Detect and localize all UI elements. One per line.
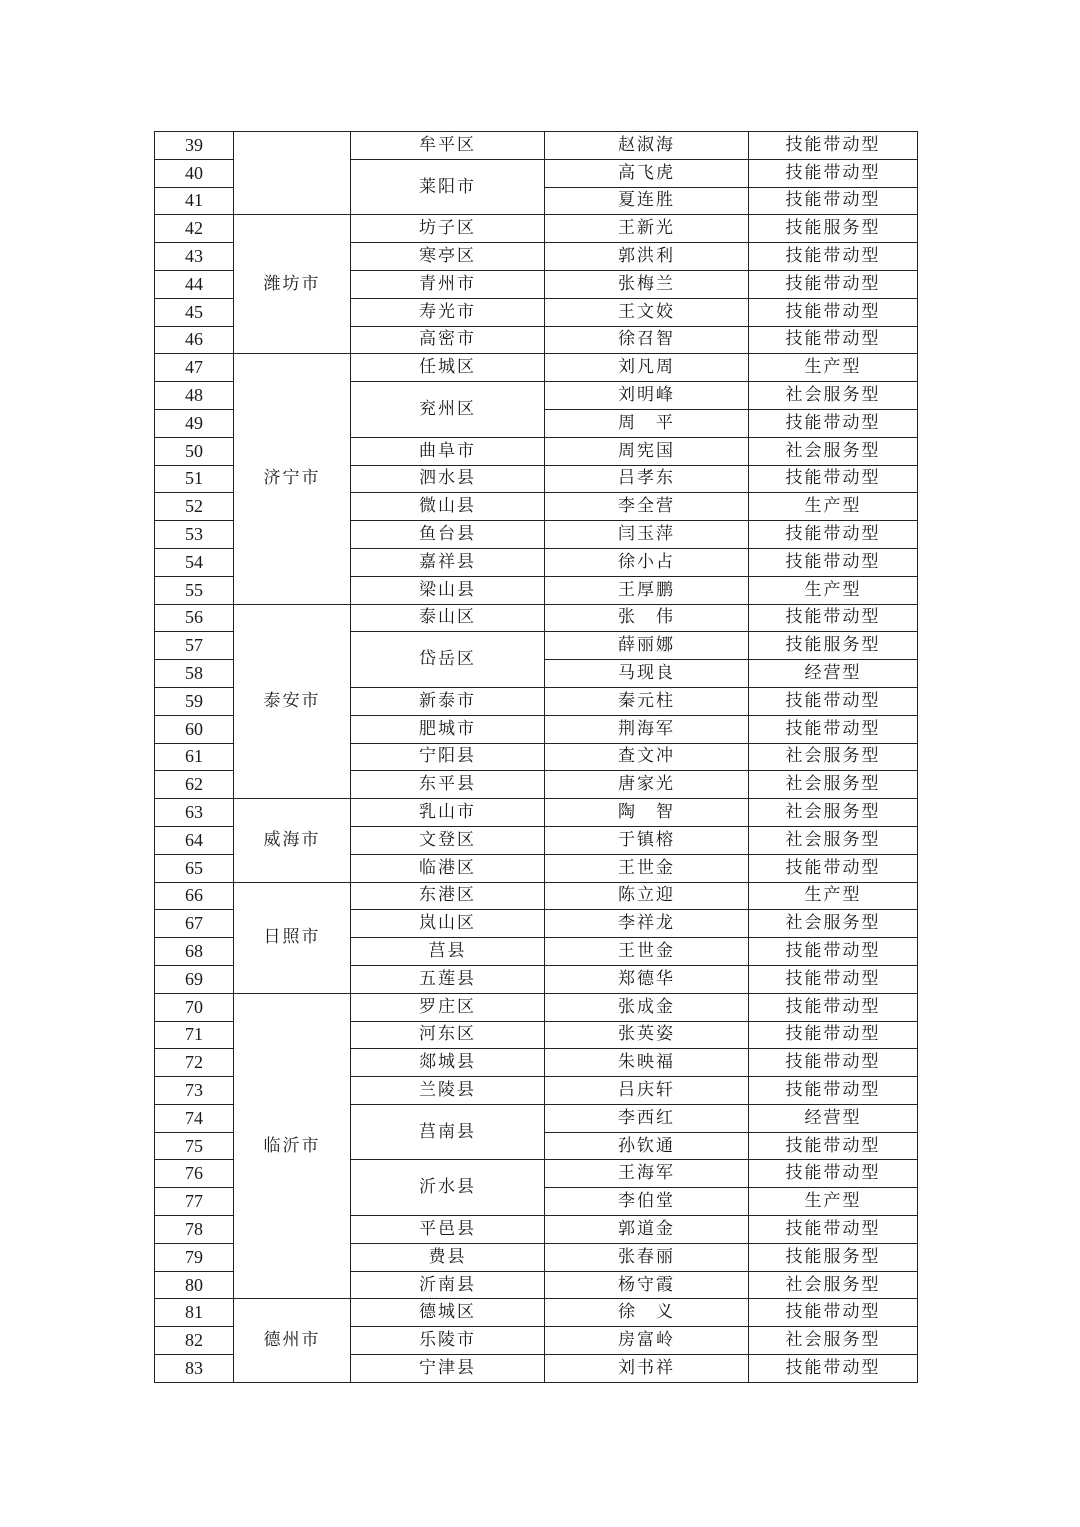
- row-number: 58: [155, 660, 234, 688]
- name-cell: 赵淑海: [545, 132, 749, 160]
- row-number: 54: [155, 548, 234, 576]
- row-number: 46: [155, 326, 234, 354]
- name-cell: 查文冲: [545, 743, 749, 771]
- row-number: 51: [155, 465, 234, 493]
- name-cell: 吕孝东: [545, 465, 749, 493]
- roster-body: [155, 132, 918, 1383]
- type-cell: 技能带动型: [749, 715, 918, 743]
- name-cell: 郭洪利: [545, 243, 749, 271]
- row-number: 75: [155, 1132, 234, 1160]
- name-cell: 闫玉萍: [545, 521, 749, 549]
- district-cell: 寿光市: [351, 298, 545, 326]
- name-cell: 朱映福: [545, 1049, 749, 1077]
- district-cell: 高密市: [351, 326, 545, 354]
- district-cell: 鱼台县: [351, 521, 545, 549]
- row-number: 83: [155, 1355, 234, 1383]
- district-cell: 宁阳县: [351, 743, 545, 771]
- district-cell: 兖州区: [351, 382, 545, 438]
- city-cell: 日照市: [234, 882, 351, 993]
- row-number: 65: [155, 854, 234, 882]
- name-cell: 王世金: [545, 854, 749, 882]
- district-cell: 牟平区: [351, 132, 545, 160]
- city-cell: 临沂市: [234, 993, 351, 1299]
- district-cell: 罗庄区: [351, 993, 545, 1021]
- district-cell: 泗水县: [351, 465, 545, 493]
- name-cell: 李全营: [545, 493, 749, 521]
- district-cell: 青州市: [351, 270, 545, 298]
- district-cell: 平邑县: [351, 1216, 545, 1244]
- name-cell: 张春丽: [545, 1243, 749, 1271]
- type-cell: 技能带动型: [749, 1216, 918, 1244]
- type-cell: 技能带动型: [749, 132, 918, 160]
- name-cell: 荆海军: [545, 715, 749, 743]
- name-cell: 张 伟: [545, 604, 749, 632]
- district-cell: 德城区: [351, 1299, 545, 1327]
- district-cell: 岱岳区: [351, 632, 545, 688]
- name-cell: 薛丽娜: [545, 632, 749, 660]
- name-cell: 吕庆轩: [545, 1077, 749, 1105]
- row-number: 64: [155, 826, 234, 854]
- table-row: [155, 132, 918, 160]
- district-cell: 任城区: [351, 354, 545, 382]
- type-cell: 经营型: [749, 1104, 918, 1132]
- row-number: 81: [155, 1299, 234, 1327]
- type-cell: 技能带动型: [749, 187, 918, 215]
- row-number: 42: [155, 215, 234, 243]
- row-number: 43: [155, 243, 234, 271]
- district-cell: 莒南县: [351, 1104, 545, 1160]
- district-cell: 兰陵县: [351, 1077, 545, 1105]
- district-cell: 曲阜市: [351, 437, 545, 465]
- row-number: 61: [155, 743, 234, 771]
- name-cell: 王新光: [545, 215, 749, 243]
- type-cell: 生产型: [749, 576, 918, 604]
- district-cell: 岚山区: [351, 910, 545, 938]
- type-cell: 技能带动型: [749, 1355, 918, 1383]
- row-number: 48: [155, 382, 234, 410]
- row-number: 70: [155, 993, 234, 1021]
- type-cell: 社会服务型: [749, 910, 918, 938]
- table-row: [155, 993, 918, 1021]
- district-cell: 临港区: [351, 854, 545, 882]
- name-cell: 陶 智: [545, 799, 749, 827]
- type-cell: 生产型: [749, 493, 918, 521]
- name-cell: 徐召智: [545, 326, 749, 354]
- district-cell: 莒县: [351, 938, 545, 966]
- type-cell: 技能带动型: [749, 1021, 918, 1049]
- type-cell: 技能带动型: [749, 993, 918, 1021]
- name-cell: 王厚鹏: [545, 576, 749, 604]
- table-row: [155, 604, 918, 632]
- type-cell: 生产型: [749, 1188, 918, 1216]
- type-cell: 社会服务型: [749, 382, 918, 410]
- name-cell: 王文姣: [545, 298, 749, 326]
- type-cell: 社会服务型: [749, 826, 918, 854]
- row-number: 71: [155, 1021, 234, 1049]
- row-number: 62: [155, 771, 234, 799]
- name-cell: 王海军: [545, 1160, 749, 1188]
- district-cell: 寒亭区: [351, 243, 545, 271]
- table-row: [155, 1299, 918, 1327]
- row-number: 82: [155, 1327, 234, 1355]
- row-number: 50: [155, 437, 234, 465]
- row-number: 60: [155, 715, 234, 743]
- type-cell: 技能带动型: [749, 687, 918, 715]
- city-cell: [234, 132, 351, 215]
- type-cell: 技能带动型: [749, 938, 918, 966]
- row-number: 66: [155, 882, 234, 910]
- name-cell: 刘明峰: [545, 382, 749, 410]
- district-cell: 梁山县: [351, 576, 545, 604]
- table-row: [155, 215, 918, 243]
- type-cell: 经营型: [749, 660, 918, 688]
- type-cell: 技能服务型: [749, 1243, 918, 1271]
- district-cell: 沂水县: [351, 1160, 545, 1216]
- district-cell: 肥城市: [351, 715, 545, 743]
- table-row: [155, 354, 918, 382]
- type-cell: 社会服务型: [749, 1327, 918, 1355]
- city-cell: 德州市: [234, 1299, 351, 1382]
- row-number: 80: [155, 1271, 234, 1299]
- row-number: 56: [155, 604, 234, 632]
- city-cell: 潍坊市: [234, 215, 351, 354]
- row-number: 52: [155, 493, 234, 521]
- row-number: 74: [155, 1104, 234, 1132]
- type-cell: 技能带动型: [749, 521, 918, 549]
- row-number: 57: [155, 632, 234, 660]
- row-number: 78: [155, 1216, 234, 1244]
- row-number: 73: [155, 1077, 234, 1105]
- type-cell: 技能服务型: [749, 632, 918, 660]
- name-cell: 周宪国: [545, 437, 749, 465]
- type-cell: 技能带动型: [749, 604, 918, 632]
- type-cell: 社会服务型: [749, 799, 918, 827]
- name-cell: 徐小占: [545, 548, 749, 576]
- name-cell: 陈立迎: [545, 882, 749, 910]
- name-cell: 孙钦通: [545, 1132, 749, 1160]
- type-cell: 社会服务型: [749, 437, 918, 465]
- name-cell: 刘凡周: [545, 354, 749, 382]
- district-cell: 乳山市: [351, 799, 545, 827]
- name-cell: 于镇榕: [545, 826, 749, 854]
- row-number: 49: [155, 409, 234, 437]
- type-cell: 技能带动型: [749, 243, 918, 271]
- district-cell: 乐陵市: [351, 1327, 545, 1355]
- type-cell: 社会服务型: [749, 743, 918, 771]
- row-number: 59: [155, 687, 234, 715]
- row-number: 68: [155, 938, 234, 966]
- name-cell: 徐 义: [545, 1299, 749, 1327]
- type-cell: 技能带动型: [749, 1049, 918, 1077]
- name-cell: 刘书祥: [545, 1355, 749, 1383]
- district-cell: 莱阳市: [351, 159, 545, 215]
- name-cell: 夏连胜: [545, 187, 749, 215]
- district-cell: 郯城县: [351, 1049, 545, 1077]
- name-cell: 郑德华: [545, 965, 749, 993]
- city-cell: 威海市: [234, 799, 351, 882]
- district-cell: 五莲县: [351, 965, 545, 993]
- type-cell: 技能带动型: [749, 548, 918, 576]
- name-cell: 王世金: [545, 938, 749, 966]
- type-cell: 技能带动型: [749, 854, 918, 882]
- row-number: 40: [155, 159, 234, 187]
- district-cell: 沂南县: [351, 1271, 545, 1299]
- type-cell: 技能带动型: [749, 965, 918, 993]
- district-cell: 微山县: [351, 493, 545, 521]
- district-cell: 嘉祥县: [351, 548, 545, 576]
- district-cell: 东港区: [351, 882, 545, 910]
- type-cell: 技能带动型: [749, 298, 918, 326]
- district-cell: 宁津县: [351, 1355, 545, 1383]
- name-cell: 杨守霞: [545, 1271, 749, 1299]
- district-cell: 泰山区: [351, 604, 545, 632]
- type-cell: 生产型: [749, 354, 918, 382]
- row-number: 47: [155, 354, 234, 382]
- type-cell: 技能带动型: [749, 1132, 918, 1160]
- name-cell: 秦元柱: [545, 687, 749, 715]
- row-number: 41: [155, 187, 234, 215]
- row-number: 79: [155, 1243, 234, 1271]
- row-number: 67: [155, 910, 234, 938]
- name-cell: 唐家光: [545, 771, 749, 799]
- type-cell: 社会服务型: [749, 771, 918, 799]
- row-number: 39: [155, 132, 234, 160]
- type-cell: 技能服务型: [749, 215, 918, 243]
- name-cell: 李祥龙: [545, 910, 749, 938]
- name-cell: 马现良: [545, 660, 749, 688]
- name-cell: 张梅兰: [545, 270, 749, 298]
- roster-table: [154, 131, 918, 1383]
- row-number: 72: [155, 1049, 234, 1077]
- table-row: [155, 799, 918, 827]
- type-cell: 生产型: [749, 882, 918, 910]
- row-number: 76: [155, 1160, 234, 1188]
- type-cell: 技能带动型: [749, 1077, 918, 1105]
- type-cell: 技能带动型: [749, 159, 918, 187]
- type-cell: 技能带动型: [749, 326, 918, 354]
- table-row: [155, 882, 918, 910]
- row-number: 55: [155, 576, 234, 604]
- district-cell: 坊子区: [351, 215, 545, 243]
- district-cell: 文登区: [351, 826, 545, 854]
- name-cell: 周 平: [545, 409, 749, 437]
- row-number: 44: [155, 270, 234, 298]
- row-number: 69: [155, 965, 234, 993]
- name-cell: 房富岭: [545, 1327, 749, 1355]
- district-cell: 费县: [351, 1243, 545, 1271]
- type-cell: 技能带动型: [749, 465, 918, 493]
- type-cell: 技能带动型: [749, 1160, 918, 1188]
- city-cell: 泰安市: [234, 604, 351, 799]
- type-cell: 技能带动型: [749, 270, 918, 298]
- type-cell: 技能带动型: [749, 409, 918, 437]
- row-number: 45: [155, 298, 234, 326]
- row-number: 63: [155, 799, 234, 827]
- district-cell: 新泰市: [351, 687, 545, 715]
- type-cell: 技能带动型: [749, 1299, 918, 1327]
- name-cell: 李伯堂: [545, 1188, 749, 1216]
- name-cell: 张英姿: [545, 1021, 749, 1049]
- city-cell: 济宁市: [234, 354, 351, 604]
- name-cell: 张成金: [545, 993, 749, 1021]
- name-cell: 高飞虎: [545, 159, 749, 187]
- district-cell: 东平县: [351, 771, 545, 799]
- row-number: 77: [155, 1188, 234, 1216]
- name-cell: 李西红: [545, 1104, 749, 1132]
- type-cell: 社会服务型: [749, 1271, 918, 1299]
- name-cell: 郭道金: [545, 1216, 749, 1244]
- row-number: 53: [155, 521, 234, 549]
- district-cell: 河东区: [351, 1021, 545, 1049]
